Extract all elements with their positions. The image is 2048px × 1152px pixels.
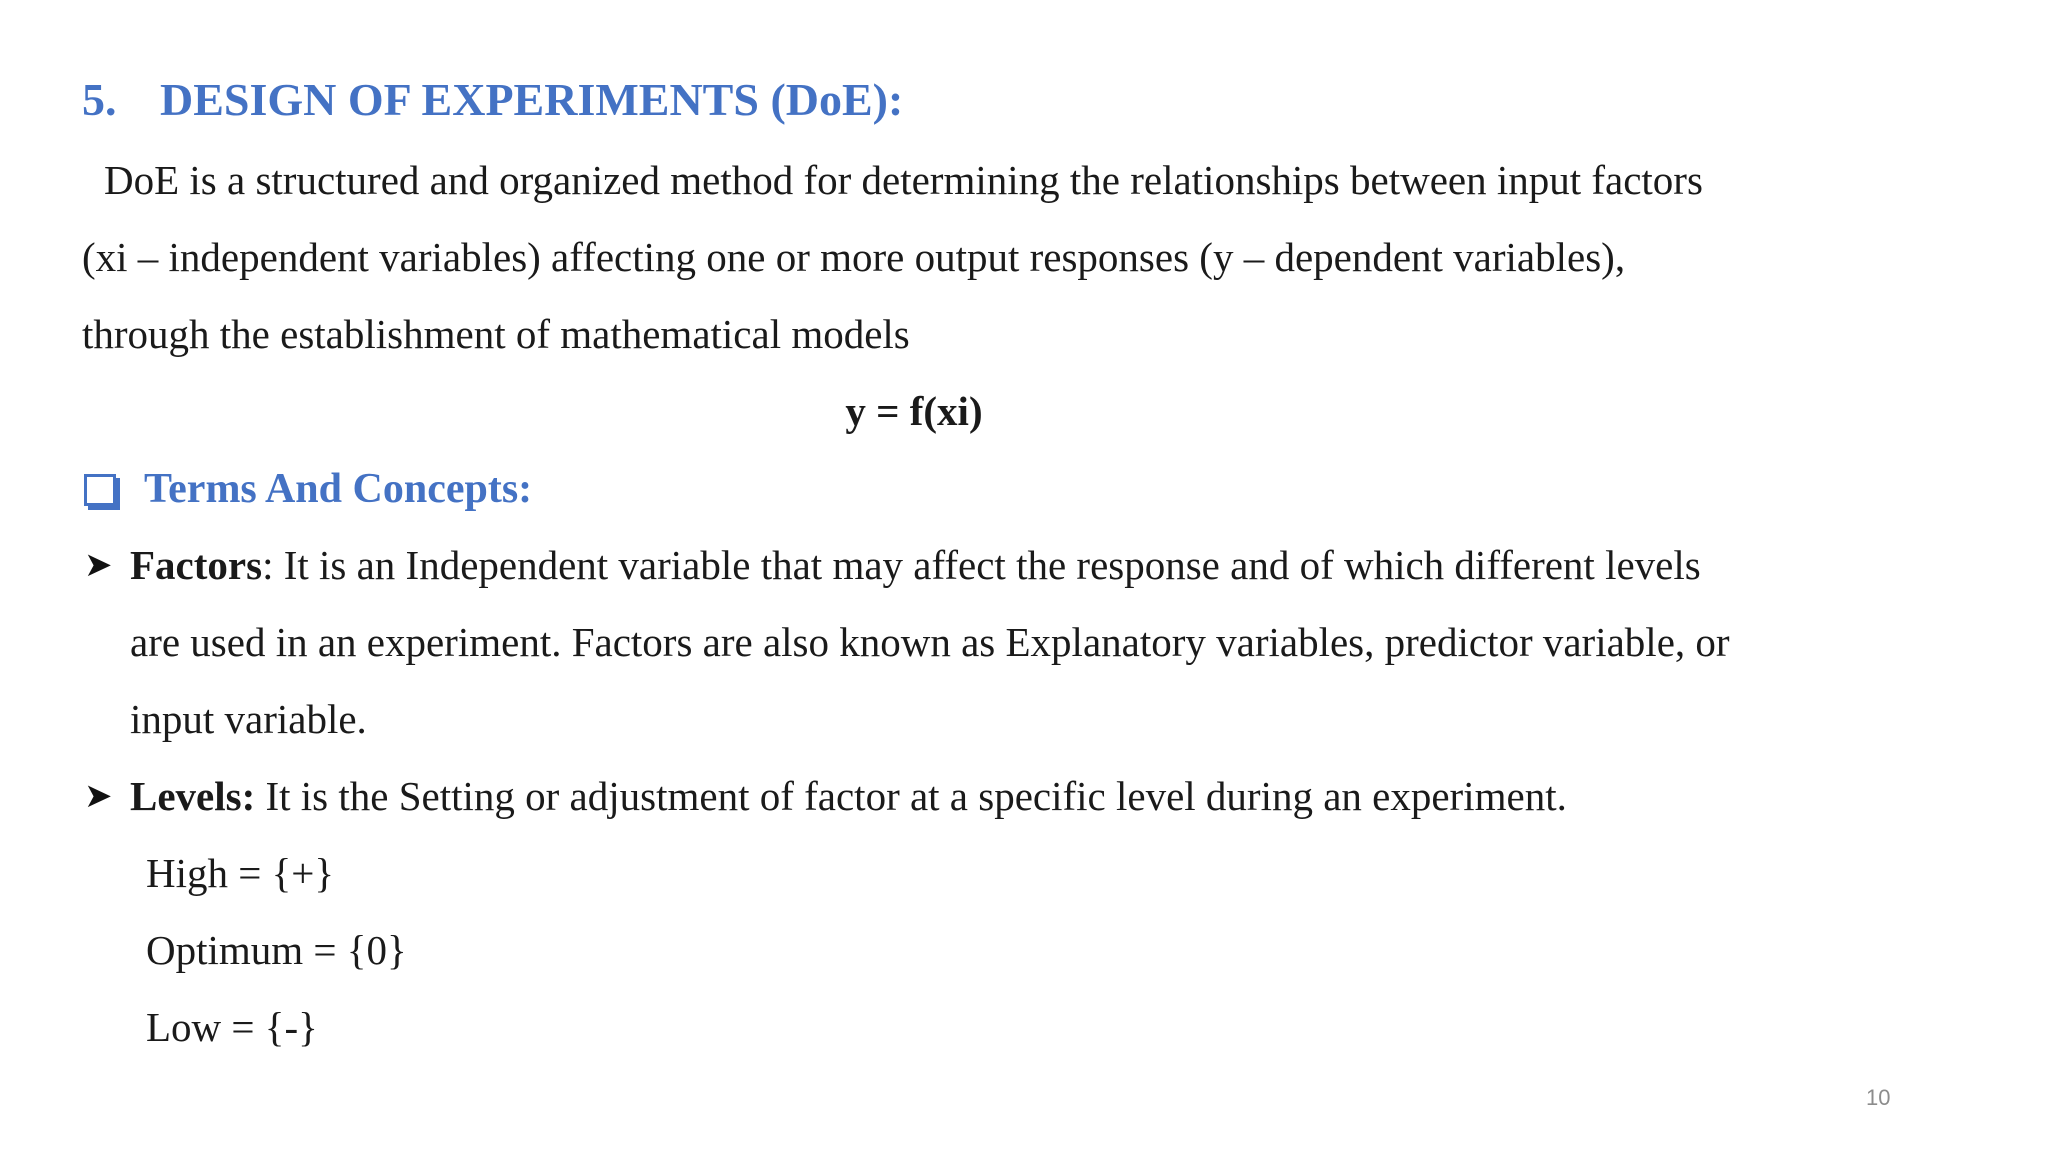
terms-heading-label: Terms And Concepts: <box>144 466 533 512</box>
section-title: DESIGN OF EXPERIMENTS (DoE): <box>160 74 904 125</box>
checkbox-icon <box>84 474 116 506</box>
formula: y = f(xi) <box>845 388 983 434</box>
factors-term: Factors <box>130 542 263 588</box>
levels-definition: It is the Setting or adjustment of factor at a specific level during an experiment. <box>255 773 1567 819</box>
level-low: Low = {-} <box>146 1004 318 1050</box>
level-high: High = {+} <box>146 850 335 896</box>
section-number: 5. <box>82 74 117 125</box>
levels-term: Levels: <box>130 773 256 819</box>
level-optimum: Optimum = {0} <box>146 927 407 973</box>
intro-line-1: DoE is a structured and organized method for determining the relationships between input factors <box>104 157 1703 203</box>
page-number: 10 <box>1866 1085 1891 1110</box>
intro-line-3: through the establishment of mathematical models <box>82 311 910 357</box>
section-heading <box>82 70 903 130</box>
levels-line-1 <box>130 768 1567 824</box>
terms-heading <box>84 460 532 518</box>
factors-definition: : It is an Independent variable that may affect the response and of which different levels <box>262 542 1701 588</box>
factors-line-3: input variable. <box>130 696 367 742</box>
arrowhead-bullet-icon: ➤ <box>84 545 113 585</box>
factors-line-2: are used in an experiment. Factors are also known as Explanatory variables, predictor variable, or <box>130 619 1730 665</box>
factors-line-1 <box>130 537 1701 593</box>
intro-line-2: (xi – independent variables) affecting one or more output responses (y – dependent variables), <box>82 234 1626 280</box>
arrowhead-bullet-icon: ➤ <box>84 776 113 816</box>
